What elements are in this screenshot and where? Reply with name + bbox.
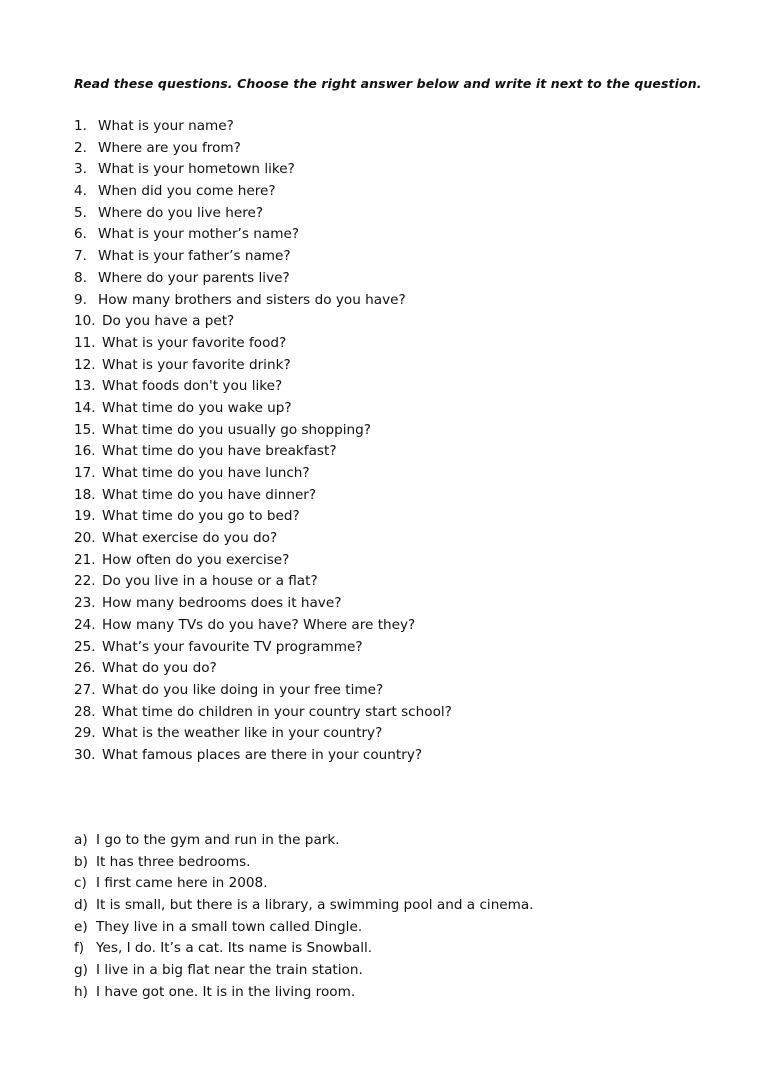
question-number: 29. (74, 725, 96, 742)
question-item (74, 463, 452, 485)
question-text: What famous places are there in your country? (102, 746, 423, 763)
question-item (74, 138, 452, 160)
question-text: What is your name? (98, 118, 234, 134)
question-number: 20. (74, 530, 96, 547)
question-text: What is your favorite food? (102, 334, 287, 351)
question-number: 13. (74, 378, 96, 395)
answer-item (74, 830, 534, 852)
question-item (74, 680, 452, 702)
question-number: 2. (74, 139, 87, 156)
answer-text: I have got one. It is in the living room. (96, 983, 356, 1000)
question-item (74, 485, 452, 507)
question-item (74, 571, 452, 593)
answer-letter: b) (74, 853, 88, 870)
question-list (74, 116, 452, 767)
question-item (74, 224, 452, 246)
question-text: What is your father’s name? (98, 248, 291, 265)
question-number: 16. (74, 443, 96, 460)
question-item (74, 702, 452, 724)
question-text: How often do you exercise? (102, 551, 290, 568)
answer-letter: h) (74, 983, 88, 1000)
answer-text: Yes, I do. It’s a cat. Its name is Snowball. (96, 940, 373, 957)
question-number: 27. (74, 681, 96, 698)
question-text: What do you like doing in your free time? (102, 681, 384, 698)
answer-text: I first came here in 2008. (96, 875, 268, 892)
answer-item (74, 982, 534, 1004)
question-text: What time do you go to bed? (102, 508, 300, 525)
answer-list (74, 830, 534, 1004)
answer-item (74, 873, 534, 895)
answer-item (74, 917, 534, 939)
question-item (74, 311, 452, 333)
question-item (74, 376, 452, 398)
question-number: 25. (74, 638, 96, 655)
question-number: 3. (74, 161, 87, 178)
question-text: What is the weather like in your country? (102, 725, 383, 742)
question-number: 7. (74, 248, 87, 265)
question-text: What time do you wake up? (102, 399, 292, 416)
question-item (74, 658, 452, 680)
question-item (74, 593, 452, 615)
question-item (74, 550, 452, 572)
answer-item (74, 938, 534, 960)
question-item (74, 506, 452, 528)
question-number: 18. (74, 486, 96, 503)
question-item (74, 355, 452, 377)
answer-letter: f) (74, 940, 85, 957)
question-text: What foods don't you like? (102, 378, 283, 395)
question-item (74, 159, 452, 181)
question-item (74, 333, 452, 355)
question-item (74, 420, 452, 442)
question-number: 5. (74, 204, 87, 221)
question-number: 12. (74, 356, 96, 373)
answer-item (74, 960, 534, 982)
question-number: 1. (74, 118, 87, 134)
question-number: 26. (74, 660, 96, 677)
question-number: 6. (74, 226, 87, 243)
question-text: What’s your favourite TV programme? (102, 638, 363, 655)
instructions-heading: Read these questions. Choose the right answer below and write it next to the question. (74, 76, 702, 91)
answer-text: They live in a small town called Dingle. (96, 918, 363, 935)
question-text: What time do you have dinner? (102, 486, 317, 503)
question-item (74, 398, 452, 420)
answer-text: It is small, but there is a library, a swimming pool and a cinema. (96, 897, 534, 914)
question-number: 15. (74, 421, 96, 438)
question-item (74, 246, 452, 268)
question-item (74, 723, 452, 745)
answer-letter: g) (74, 962, 88, 979)
question-text: How many bedrooms does it have? (102, 595, 342, 612)
question-number: 23. (74, 595, 96, 612)
question-item (74, 268, 452, 290)
question-number: 8. (74, 269, 87, 286)
question-text: What is your favorite drink? (102, 356, 291, 373)
question-number: 28. (74, 703, 96, 720)
question-text: What is your mother’s name? (98, 226, 300, 243)
question-number: 19. (74, 508, 96, 525)
answer-item (74, 852, 534, 874)
question-item (74, 615, 452, 637)
question-number: 21. (74, 551, 96, 568)
question-item (74, 203, 452, 225)
question-text: Where do you live here? (98, 204, 264, 221)
answer-letter: a) (74, 832, 88, 848)
question-number: 17. (74, 465, 96, 481)
question-number: 11. (74, 334, 96, 351)
question-number: 14. (74, 399, 96, 416)
answer-text: It has three bedrooms. (96, 853, 251, 870)
answer-item (74, 895, 534, 917)
question-item (74, 528, 452, 550)
question-number: 24. (74, 616, 96, 633)
answer-text: I go to the gym and run in the park. (96, 832, 340, 848)
question-number: 9. (74, 291, 87, 308)
question-number: 10. (74, 313, 96, 330)
question-text: What time do you have breakfast? (102, 443, 337, 460)
question-text: When did you come here? (98, 183, 276, 200)
question-number: 30. (74, 746, 96, 763)
question-text: How many brothers and sisters do you have? (98, 291, 406, 308)
question-text: What time do you usually go shopping? (102, 421, 371, 438)
question-text: Where do your parents live? (98, 269, 290, 286)
answer-letter: d) (74, 897, 88, 914)
question-item (74, 441, 452, 463)
question-text: What exercise do you do? (102, 530, 278, 547)
question-item (74, 745, 452, 767)
question-text: What time do children in your country start school? (102, 703, 452, 720)
question-text: What is your hometown like? (98, 161, 295, 178)
question-text: Do you have a pet? (102, 313, 235, 330)
question-text: What do you do? (102, 660, 217, 677)
question-text: Where are you from? (98, 139, 241, 156)
answer-text: I live in a big flat near the train station. (96, 962, 363, 979)
answer-letter: c) (74, 875, 87, 892)
question-number: 22. (74, 573, 96, 590)
question-item (74, 637, 452, 659)
question-text: What time do you have lunch? (102, 465, 310, 481)
question-item (74, 290, 452, 312)
question-text: Do you live in a house or a flat? (102, 573, 318, 590)
question-number: 4. (74, 183, 87, 200)
answer-letter: e) (74, 918, 88, 935)
question-item (74, 181, 452, 203)
question-text: How many TVs do you have? Where are they? (102, 616, 416, 633)
question-item (74, 116, 452, 138)
